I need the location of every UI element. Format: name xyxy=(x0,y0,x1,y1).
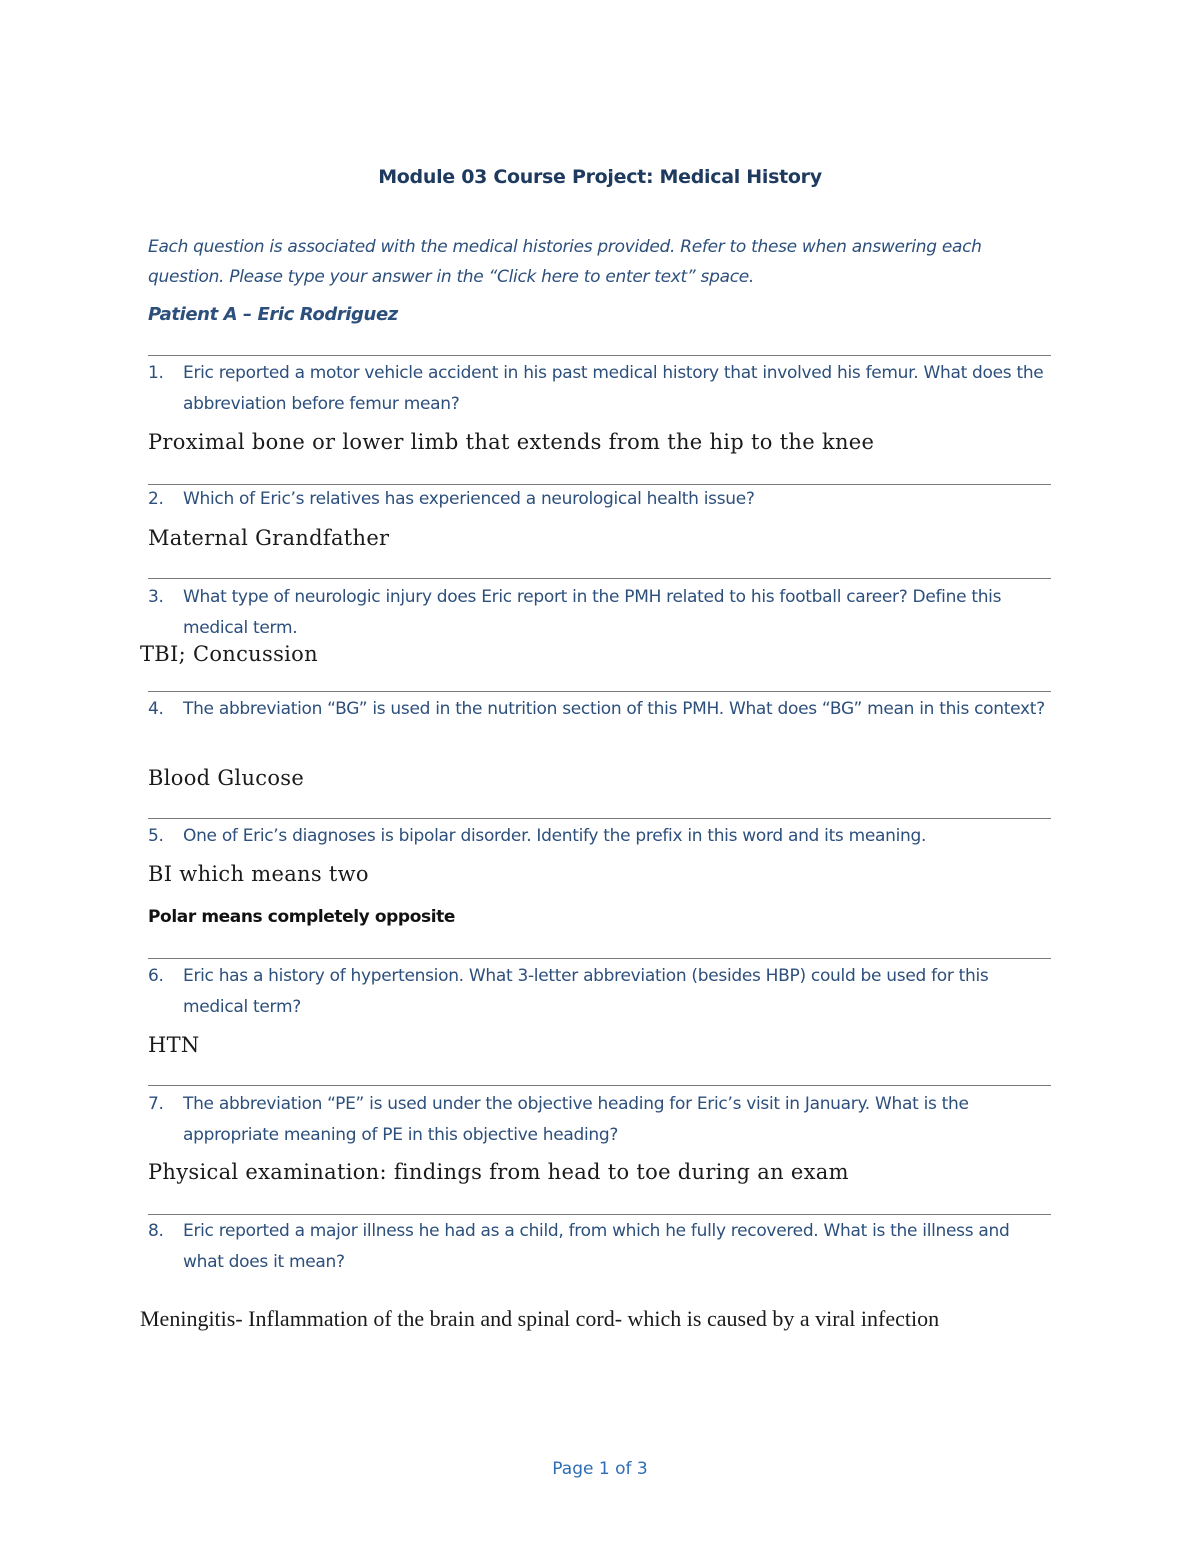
question-number: 2. xyxy=(148,489,164,509)
page-number: Page 1 of 3 xyxy=(552,1459,648,1479)
question-number: 1. xyxy=(148,363,164,383)
question-text: One of Eric’s diagnoses is bipolar disorder. Identify the prefix in this word and its meaning. xyxy=(183,826,927,846)
instructions-text: Each question is associated with the medical histories provided. Refer to these when answering each question. Please type your answer in the “Click here to enter text” space. xyxy=(148,237,982,287)
question-divider xyxy=(148,1214,1051,1215)
answer-8[interactable]: Meningitis- Inflammation of the brain and spinal cord- which is caused by a viral infection xyxy=(140,1306,940,1331)
question-divider xyxy=(148,355,1051,356)
question-text: Eric reported a major illness he had as a child, from which he fully recovered. What is the illness and what does it mean? xyxy=(183,1221,1010,1272)
answer-2[interactable]: Maternal Grandfather xyxy=(148,526,390,550)
question-divider xyxy=(148,691,1051,692)
question-1 xyxy=(148,358,1048,420)
answer-3[interactable]: TBI; Concussion xyxy=(140,642,318,666)
question-4 xyxy=(148,694,1048,725)
question-2 xyxy=(148,484,1048,515)
answer-1[interactable]: Proximal bone or lower limb that extends from the hip to the knee xyxy=(148,430,875,454)
answer-5[interactable]: BI which means two xyxy=(148,862,369,886)
question-text: Eric reported a motor vehicle accident in his past medical history that involved his femur. What does the abbreviation before femur mean? xyxy=(183,363,1044,414)
question-text: Which of Eric’s relatives has experienced a neurological health issue? xyxy=(183,489,755,509)
question-divider xyxy=(148,578,1051,579)
question-number: 3. xyxy=(148,587,164,607)
answer-7[interactable]: Physical examination: findings from head to toe during an exam xyxy=(148,1160,849,1184)
question-text: The abbreviation “BG” is used in the nutrition section of this PMH. What does “BG” mean in this context? xyxy=(183,699,1045,719)
patient-heading: Patient A – Eric Rodriguez xyxy=(148,304,398,325)
question-divider xyxy=(148,958,1051,959)
question-text: Eric has a history of hypertension. What 3-letter abbreviation (besides HBP) could be used for this medical term? xyxy=(183,966,989,1017)
question-text: The abbreviation “PE” is used under the objective heading for Eric’s visit in January. What is the appropriate meaning of PE in this objective heading? xyxy=(183,1094,969,1145)
question-number: 6. xyxy=(148,966,164,986)
question-divider xyxy=(148,1085,1051,1086)
question-7 xyxy=(148,1089,1048,1151)
question-8 xyxy=(148,1216,1048,1278)
question-text: What type of neurologic injury does Eric report in the PMH related to his football career? Define this medical term. xyxy=(183,587,1002,638)
question-number: 7. xyxy=(148,1094,164,1114)
document-title: Module 03 Course Project: Medical History xyxy=(378,166,822,188)
question-3 xyxy=(148,582,1048,644)
question-5 xyxy=(148,821,1048,852)
question-number: 4. xyxy=(148,699,164,719)
answer-6[interactable]: HTN xyxy=(148,1033,200,1057)
answer-5-extra[interactable]: Polar means completely opposite xyxy=(148,907,455,927)
question-number: 8. xyxy=(148,1221,164,1241)
question-6 xyxy=(148,961,1048,1023)
question-number: 5. xyxy=(148,826,164,846)
answer-4[interactable]: Blood Glucose xyxy=(148,766,305,790)
question-divider xyxy=(148,818,1051,819)
